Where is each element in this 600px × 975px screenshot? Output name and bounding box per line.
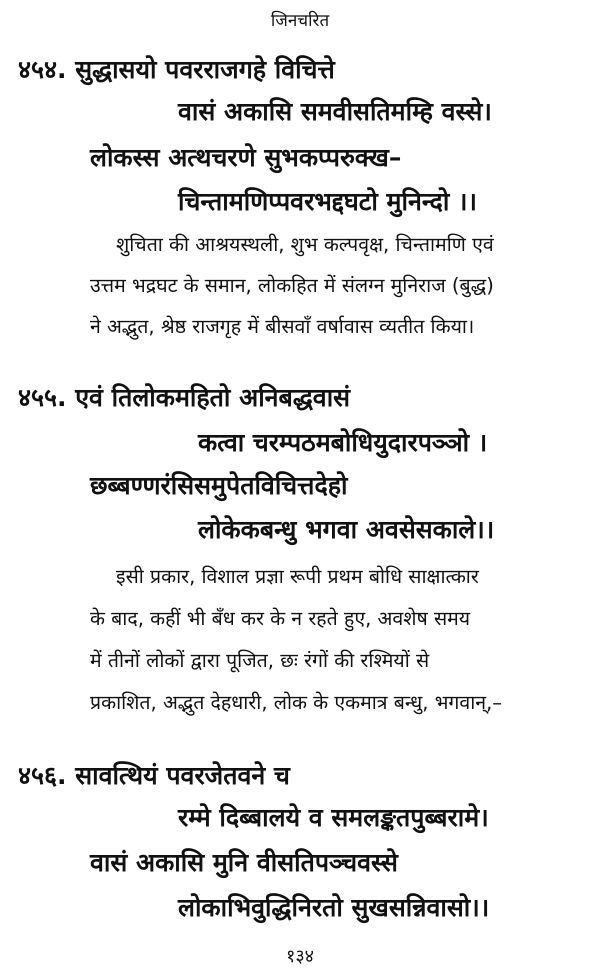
- verse-454-translation-line-1: शुचिता की आश्रयस्थली, शुभ कल्पवृक्ष, चिन्तामणि एवं: [116, 233, 494, 256]
- verse-456-line-1: ४५६. सावत्थियं पवरजेतवने च: [18, 761, 290, 790]
- verse-454-line-2: वासं अकासि समवीसतिमम्हि वस्से।: [178, 97, 492, 126]
- verse-454-translation-line-3: ने अद्भुत, श्रेष्ठ राजगृह में बीसवाँ वर्षावास व्यतीत किया।: [90, 315, 475, 338]
- page-number: १३४: [285, 946, 315, 967]
- running-header: जिनचरित: [270, 11, 330, 31]
- verse-456-line-3: वासं अकासि मुनि वीसतिपञ्चवस्से: [90, 848, 398, 877]
- verse-456-line-2: रम्मे दिब्बालये व समलङ्कतपुब्बरामे।: [178, 803, 489, 832]
- verse-455-line-1: ४५५. एवं तिलोकमहितो अनिबद्धवासं: [18, 383, 351, 412]
- verse-455-translation-line-2: के बाद, कहीं भी बँध कर के न रहते हुए, अवशेष समय: [90, 607, 471, 630]
- verse-454-line-3: लोकस्स अत्थचरणे सुभकप्परुक्ख–: [90, 143, 402, 172]
- verse-454-line-1: ४५४. सुद्धासयो पवरराजगहे विचित्ते: [18, 55, 335, 84]
- verse-455-line-4: लोकेकबन्धु भगवा अवसेसकाले।।: [198, 515, 495, 544]
- verse-455-translation-line-3: में तीनों लोकों द्वारा पूजित, छः रंगों की रश्मियों से: [90, 649, 430, 672]
- verse-456-line-4: लोकाभिवुद्धिनिरतो सुखसन्निवासो।।: [178, 893, 490, 922]
- verse-455-translation-line-1: इसी प्रकार, विशाल प्रज्ञा रूपी प्रथम बोधि साक्षात्कार: [116, 565, 479, 588]
- verse-454-translation-line-2: उत्तम भद्रघट के समान, लोकहित में संलग्न मुनिराज (बुद्ध): [90, 274, 494, 297]
- verse-455-line-2: कत्वा चरम्पठमबोधियुदारपञ्ञो ।: [198, 428, 488, 457]
- verse-454-line-4: चिन्तामणिप्पवरभद्दघटो मुनिन्दो ।।: [178, 187, 477, 216]
- verse-455-translation-line-4: प्रकाशित, अद्भुत देहधारी, लोक के एकमात्र बन्धु, भगवान्,–: [90, 691, 503, 714]
- verse-455-line-3: छब्बण्णरंसिसमुपेतविचित्तदेहो: [90, 471, 348, 500]
